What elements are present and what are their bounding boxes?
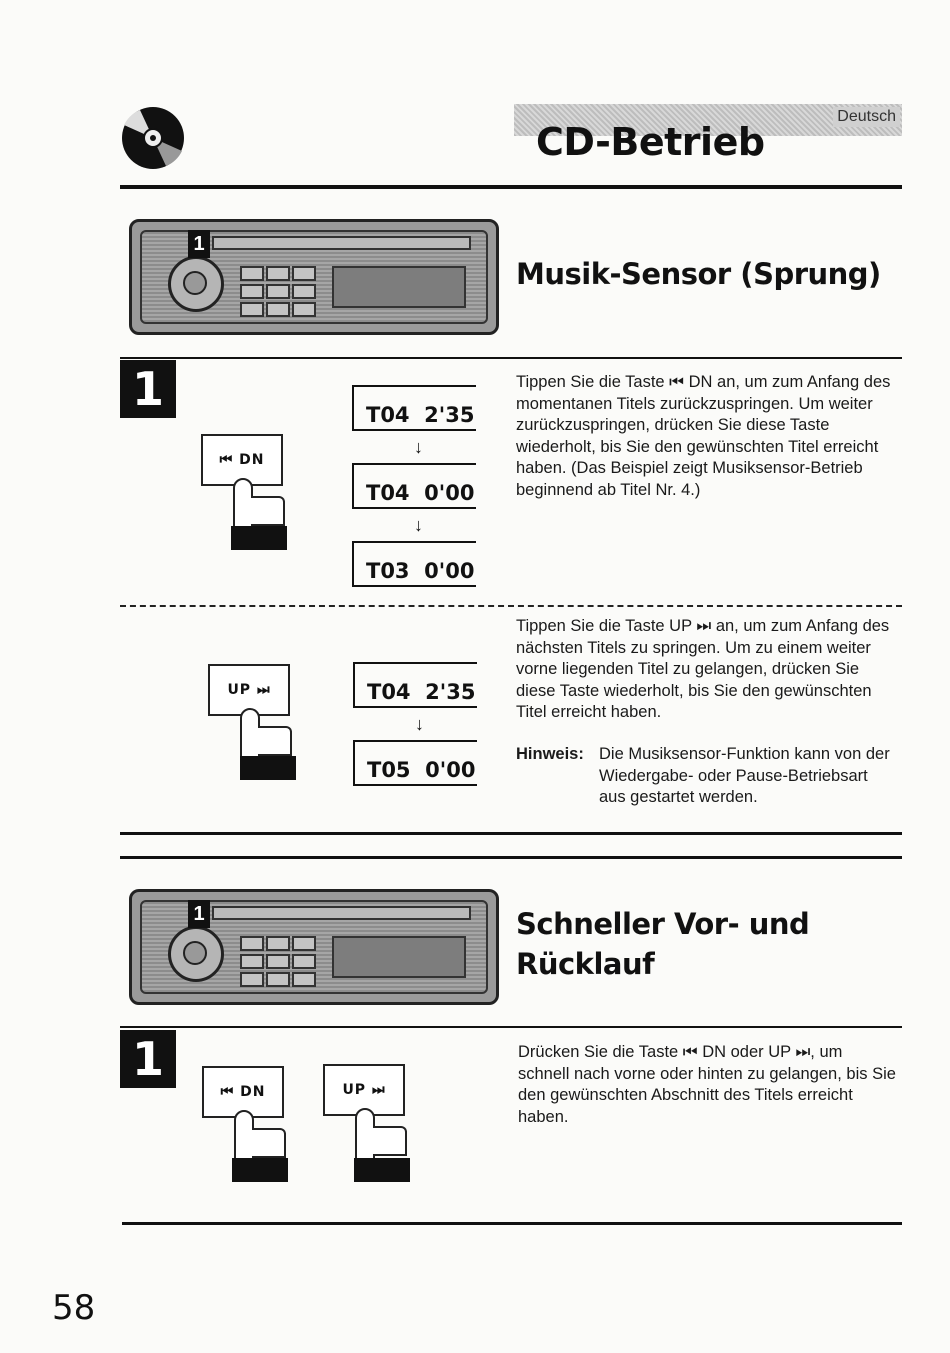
hand-icon (232, 1158, 288, 1182)
section-title: Musik-Sensor (Sprung) (516, 257, 881, 291)
step-callout-badge: 1 (188, 900, 210, 928)
note-text: Die Musiksensor-Funktion kann von der Wiedergabe- oder Pause-Betriebsart aus gestartet werden. (599, 745, 890, 806)
arrow-down-icon: ↓ (415, 714, 424, 734)
lcd-readout: T03 0'00 (352, 541, 476, 587)
arrow-down-icon: ↓ (414, 437, 423, 457)
note-label: Hinweis: (516, 745, 584, 763)
page-number: 58 (52, 1288, 96, 1328)
section-title-line: Rücklauf (516, 947, 655, 981)
lcd-readout: T04 2'35 (352, 385, 476, 431)
arrow-down-icon: ↓ (414, 515, 423, 535)
dashed-divider (120, 605, 902, 607)
lcd-readout: T05 0'00 (353, 740, 477, 786)
hand-icon (240, 756, 296, 780)
section-title (516, 904, 809, 984)
hand-icon (231, 526, 287, 550)
header-rule (120, 185, 902, 189)
section-rule (120, 1026, 902, 1028)
instruction-text: Drücken Sie die Taste ⏮ DN oder UP ⏭, um schnell nach vorne oder hinten zu gelangen, bis Sie den gewünschten Abschnitt des Titels erreicht haben. (518, 1043, 896, 1126)
lcd-readout: T04 2'35 (353, 662, 477, 708)
step-callout-badge: 1 (188, 230, 210, 258)
language-label: Deutsch (833, 107, 900, 127)
section-rule (120, 357, 902, 359)
dn-button: ⏮ DN (202, 1066, 284, 1118)
section-end-rule (120, 832, 902, 835)
lcd-readout: T04 0'00 (352, 463, 476, 509)
hand-icon (354, 1158, 410, 1182)
dn-button: ⏮ DN (201, 434, 283, 486)
cd-disc-icon (120, 105, 186, 171)
section-title-line: Schneller Vor- und (516, 907, 810, 941)
section-rule (120, 856, 902, 859)
section-end-rule (122, 1222, 902, 1225)
up-button: UP ⏭ (323, 1064, 405, 1116)
step-number: 1 (120, 360, 176, 418)
up-button: UP ⏭ (208, 664, 290, 716)
instruction-text: Tippen Sie die Taste ⏮ DN an, um zum Anfang des momentanen Titels zurückzuspringen. Um weiter zurückzuspringen, drücken Sie diese Taste wiederholt, bis Sie den gewünschten Titel erreicht haben. (Das Beispiel zeigt Musiksensor-Betrieb beginnend ab Titel Nr. 4.) (516, 373, 891, 499)
instruction-text: Tippen Sie die Taste UP ⏭ an, um zum Anfang des nächsten Titels zu springen. Um zu einem weiter vorne liegenden Titel zu gelangen, drücken Sie diese Taste wiederholt, bis Sie den gewünschten Titel erreicht haben. (516, 617, 890, 721)
step-number: 1 (120, 1030, 176, 1088)
page-title: CD-Betrieb (536, 120, 765, 164)
car-cd-player-illustration (129, 219, 499, 335)
car-cd-player-illustration (129, 889, 499, 1005)
